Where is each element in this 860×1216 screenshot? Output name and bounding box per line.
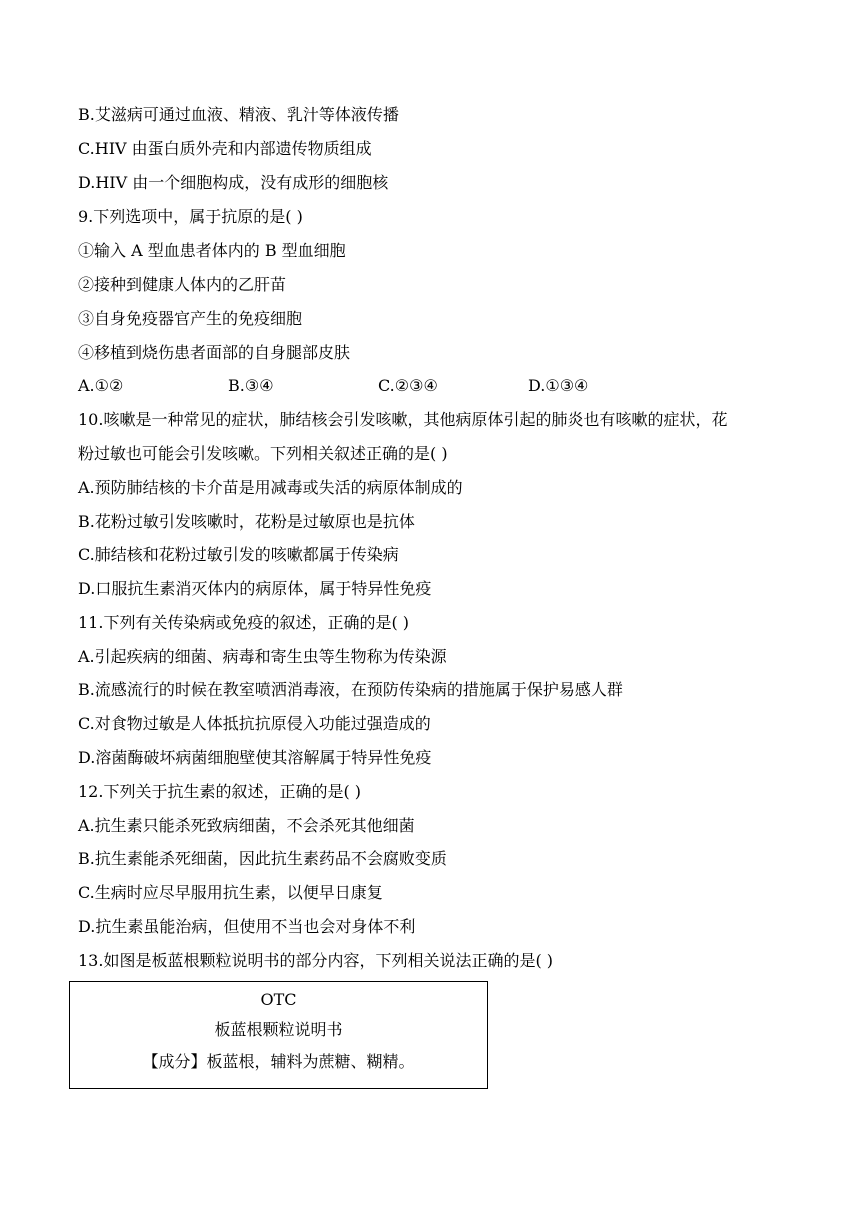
q9-option-c: C.②③④ <box>378 376 438 395</box>
q10-option-c: C.肺结核和花粉过敏引发的咳嗽都属于传染病 <box>78 545 399 564</box>
q9-item-2: ②接种到健康人体内的乙肝苗 <box>78 275 287 294</box>
q11-stem: 11.下列有关传染病或免疫的叙述，正确的是( ) <box>78 613 410 632</box>
q11-option-a: A.引起疾病的细菌、病毒和寄生虫等生物称为传染源 <box>78 647 447 666</box>
instruction-leaflet-box <box>69 981 488 1089</box>
q8-option-b: B.艾滋病可通过血液、精液、乳汁等体液传播 <box>78 105 399 124</box>
q11-option-c: C.对食物过敏是人体抵抗抗原侵入功能过强造成的 <box>78 714 431 733</box>
q9-item-1: ①输入 A 型血患者体内的 B 型血细胞 <box>78 241 346 260</box>
q10-stem-line2: 粉过敏也可能会引发咳嗽。下列相关叙述正确的是( ) <box>78 444 448 463</box>
otc-label: OTC <box>260 990 297 1009</box>
q12-option-a: A.抗生素只能杀死致病细菌，不会杀死其他细菌 <box>78 816 415 835</box>
q8-option-d: D.HIV 由一个细胞构成，没有成形的细胞核 <box>78 173 389 192</box>
q9-item-3: ③自身免疫器官产生的免疫细胞 <box>78 309 303 328</box>
q9-option-d: D.①③④ <box>528 376 589 395</box>
q8-option-c: C.HIV 由蛋白质外壳和内部遗传物质组成 <box>78 139 372 158</box>
q12-option-b: B.抗生素能杀死细菌，因此抗生素药品不会腐败变质 <box>78 849 447 868</box>
q12-option-d: D.抗生素虽能治病，但使用不当也会对身体不利 <box>78 917 416 936</box>
q11-option-d: D.溶菌酶破坏病菌细胞壁使其溶解属于特异性免疫 <box>78 748 432 767</box>
q9-option-b: B.③④ <box>228 376 274 395</box>
q10-option-b: B.花粉过敏引发咳嗽时，花粉是过敏原也是抗体 <box>78 512 415 531</box>
q10-option-d: D.口服抗生素消灭体内的病原体，属于特异性免疫 <box>78 579 432 598</box>
q9-item-4: ④移植到烧伤患者面部的自身腿部皮肤 <box>78 343 351 362</box>
q11-option-b: B.流感流行的时候在教室喷洒消毒液，在预防传染病的措施属于保护易感人群 <box>78 680 623 699</box>
q9-option-a: A.①② <box>78 376 124 395</box>
q10-option-a: A.预防肺结核的卡介苗是用减毒或失活的病原体制成的 <box>78 478 463 497</box>
q12-stem: 12.下列关于抗生素的叙述，正确的是( ) <box>78 782 362 801</box>
q12-option-c: C.生病时应尽早服用抗生素，以便早日康复 <box>78 883 383 902</box>
q9-stem: 9.下列选项中，属于抗原的是( ) <box>78 207 303 226</box>
leaflet-title: 板蓝根颗粒说明书 <box>214 1020 343 1039</box>
q13-stem: 13.如图是板蓝根颗粒说明书的部分内容，下列相关说法正确的是( ) <box>78 951 554 970</box>
q10-stem-line1: 10.咳嗽是一种常见的症状，肺结核会引发咳嗽，其他病原体引起的肺炎也有咳嗽的症状，花 <box>78 410 728 429</box>
ingredients-line: 【成分】板蓝根，辅料为蔗糖、糊精。 <box>142 1052 415 1071</box>
